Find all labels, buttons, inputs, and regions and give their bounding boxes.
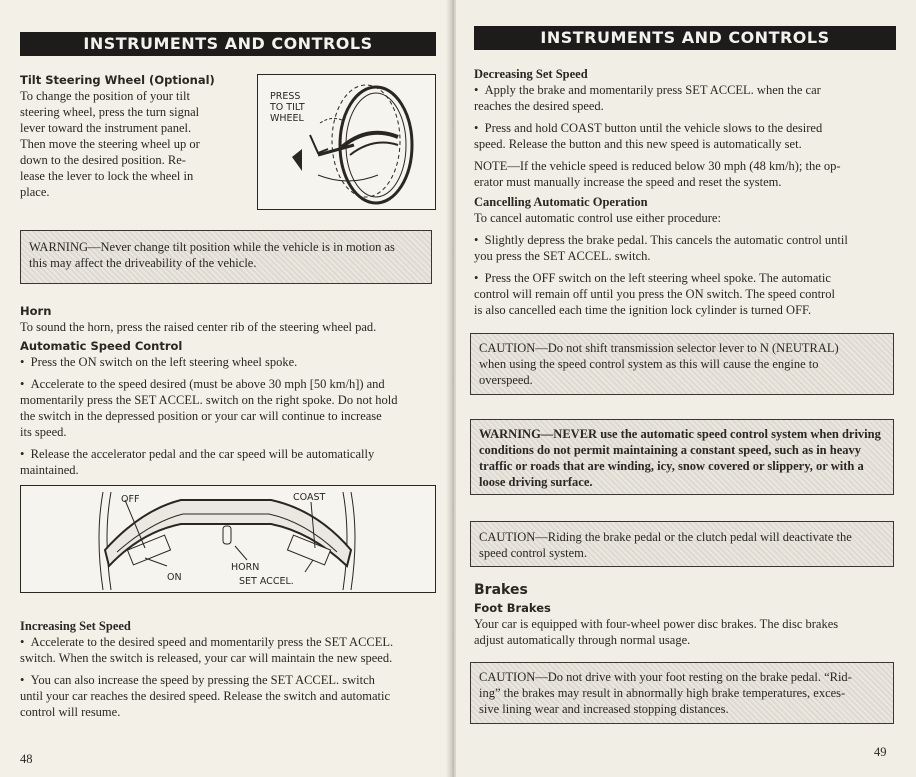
tilt-wheel-figure xyxy=(257,74,436,210)
text-line: the switch in the depressed position or your car will continue to increase xyxy=(20,409,382,423)
caution-box xyxy=(470,521,894,567)
text-line: Your car is equipped with four-wheel power disc brakes. The disc brakes xyxy=(474,617,839,631)
figure-label-coast: COAST xyxy=(293,492,326,503)
horn-heading: Horn xyxy=(20,304,52,318)
page-number: 48 xyxy=(20,752,33,766)
brakes-heading: Brakes xyxy=(474,582,528,598)
page-header: INSTRUMENTS AND CONTROLS xyxy=(20,32,436,56)
caution-line: when using the speed control system as this will cause the engine to xyxy=(479,357,819,371)
brakes-section xyxy=(474,580,898,648)
caution-box xyxy=(470,333,894,395)
warning-line: conditions do not permit maintaining a constant speed, such as in heavy xyxy=(479,443,862,457)
left-page xyxy=(0,0,452,777)
page-header: INSTRUMENTS AND CONTROLS xyxy=(474,26,896,50)
warning-box xyxy=(20,230,432,284)
caution-line: speed control system. xyxy=(479,546,587,560)
text-line: lease the lever to lock the wheel in xyxy=(20,169,194,183)
text-line: is also cancelled each time the ignition lock cylinder is turned OFF. xyxy=(474,303,812,317)
text-line: until your car reaches the desired speed. Release the switch and automatic xyxy=(20,689,390,703)
text-line: To change the position of your tilt xyxy=(20,89,190,103)
figure-label-horn: HORN xyxy=(231,562,260,573)
tilt-section xyxy=(20,72,252,200)
foot-brakes-heading: Foot Brakes xyxy=(474,601,551,615)
auto-speed-section xyxy=(20,338,440,478)
figure-label-set-accel: SET ACCEL. xyxy=(239,576,294,587)
list-item: • Slightly depress the brake pedal. This cancels the automatic control until xyxy=(474,232,898,248)
text-line: place. xyxy=(20,185,50,199)
steering-spoke-illustration xyxy=(21,486,435,592)
horn-section xyxy=(20,303,438,335)
figure-label-off: OFF xyxy=(121,494,140,505)
increasing-section xyxy=(20,618,440,720)
figure-label-wheel: WHEEL xyxy=(270,113,304,124)
note-line: NOTE—If the vehicle speed is reduced below 30 mph (48 km/h); the op- xyxy=(474,159,841,173)
list-item: • You can also increase the speed by pressing the SET ACCEL. switch xyxy=(20,672,440,688)
text-line: control will resume. xyxy=(20,705,121,719)
caution-line: sive lining wear and increased stopping distances. xyxy=(479,702,729,716)
warning-box xyxy=(470,419,894,495)
speed-control-figure xyxy=(20,485,436,593)
caution-box xyxy=(470,662,894,724)
decreasing-heading: Decreasing Set Speed xyxy=(474,67,588,81)
right-page xyxy=(456,0,916,777)
note-line: erator must manually increase the speed and reset the system. xyxy=(474,175,782,189)
cancelling-heading: Cancelling Automatic Operation xyxy=(474,195,648,209)
steering-wheel-illustration xyxy=(258,75,435,209)
warning-line: traffic or roads that are winding, icy, snow covered or slippery, or with a xyxy=(479,459,864,473)
warning-line: WARNING—Never change tilt position while the vehicle is in motion as xyxy=(29,240,395,254)
figure-label-to-tilt: TO TILT xyxy=(270,102,305,113)
page-number: 49 xyxy=(874,745,887,759)
list-item: • Apply the brake and momentarily press SET ACCEL. when the car xyxy=(474,82,898,98)
text-line: Then move the steering wheel up or xyxy=(20,137,200,151)
list-item: • Press and hold COAST button until the vehicle slows to the desired xyxy=(474,120,898,136)
auto-speed-heading: Automatic Speed Control xyxy=(20,339,183,353)
figure-label-press: PRESS xyxy=(270,91,301,102)
text-line: down to the desired position. Re- xyxy=(20,153,186,167)
cancelling-intro: To cancel automatic control use either procedure: xyxy=(474,211,721,225)
list-item: • Release the accelerator pedal and the car speed will be automatically xyxy=(20,446,440,462)
text-line: maintained. xyxy=(20,463,79,477)
figure-label-on: ON xyxy=(167,572,182,583)
caution-line: CAUTION—Riding the brake pedal or the clutch pedal will deactivate the xyxy=(479,530,852,544)
list-item: • Press the OFF switch on the left steering wheel spoke. The automatic xyxy=(474,270,898,286)
caution-line: ing” the brakes may result in abnormally high brake temperatures, exces- xyxy=(479,686,846,700)
warning-line: loose driving surface. xyxy=(479,475,593,489)
text-line: you press the SET ACCEL. switch. xyxy=(474,249,651,263)
text-line: switch. When the switch is released, your car will maintain the new speed. xyxy=(20,651,393,665)
horn-text: To sound the horn, press the raised center rib of the steering wheel pad. xyxy=(20,320,377,334)
list-item: • Accelerate to the desired speed and momentarily press the SET ACCEL. xyxy=(20,634,440,650)
list-item: • Accelerate to the speed desired (must be above 30 mph [50 km/h]) and xyxy=(20,376,440,392)
caution-line: CAUTION—Do not drive with your foot resting on the brake pedal. “Rid- xyxy=(479,670,852,684)
cancelling-section xyxy=(474,194,898,318)
text-line: steering wheel, press the turn signal xyxy=(20,105,200,119)
text-line: adjust automatically through normal usage. xyxy=(474,633,691,647)
text-line: speed. Release the button and this new speed is automatically set. xyxy=(474,137,802,151)
text-line: control will remain off until you press the ON switch. The speed control xyxy=(474,287,835,301)
text-line: momentarily press the SET ACCEL. switch on the right spoke. Do not hold xyxy=(20,393,398,407)
text-line: lever toward the instrument panel. xyxy=(20,121,192,135)
warning-line: this may affect the driveability of the vehicle. xyxy=(29,256,257,270)
text-line: reaches the desired speed. xyxy=(474,99,604,113)
increasing-heading: Increasing Set Speed xyxy=(20,619,131,633)
warning-line: WARNING—NEVER use the automatic speed control system when driving xyxy=(479,427,881,441)
tilt-heading: Tilt Steering Wheel (Optional) xyxy=(20,73,215,87)
caution-line: CAUTION—Do not shift transmission selector lever to N (NEUTRAL) xyxy=(479,341,839,355)
text-line: its speed. xyxy=(20,425,67,439)
decreasing-section xyxy=(474,66,898,190)
list-item: • Press the ON switch on the left steering wheel spoke. xyxy=(20,354,440,370)
caution-line: overspeed. xyxy=(479,373,533,387)
